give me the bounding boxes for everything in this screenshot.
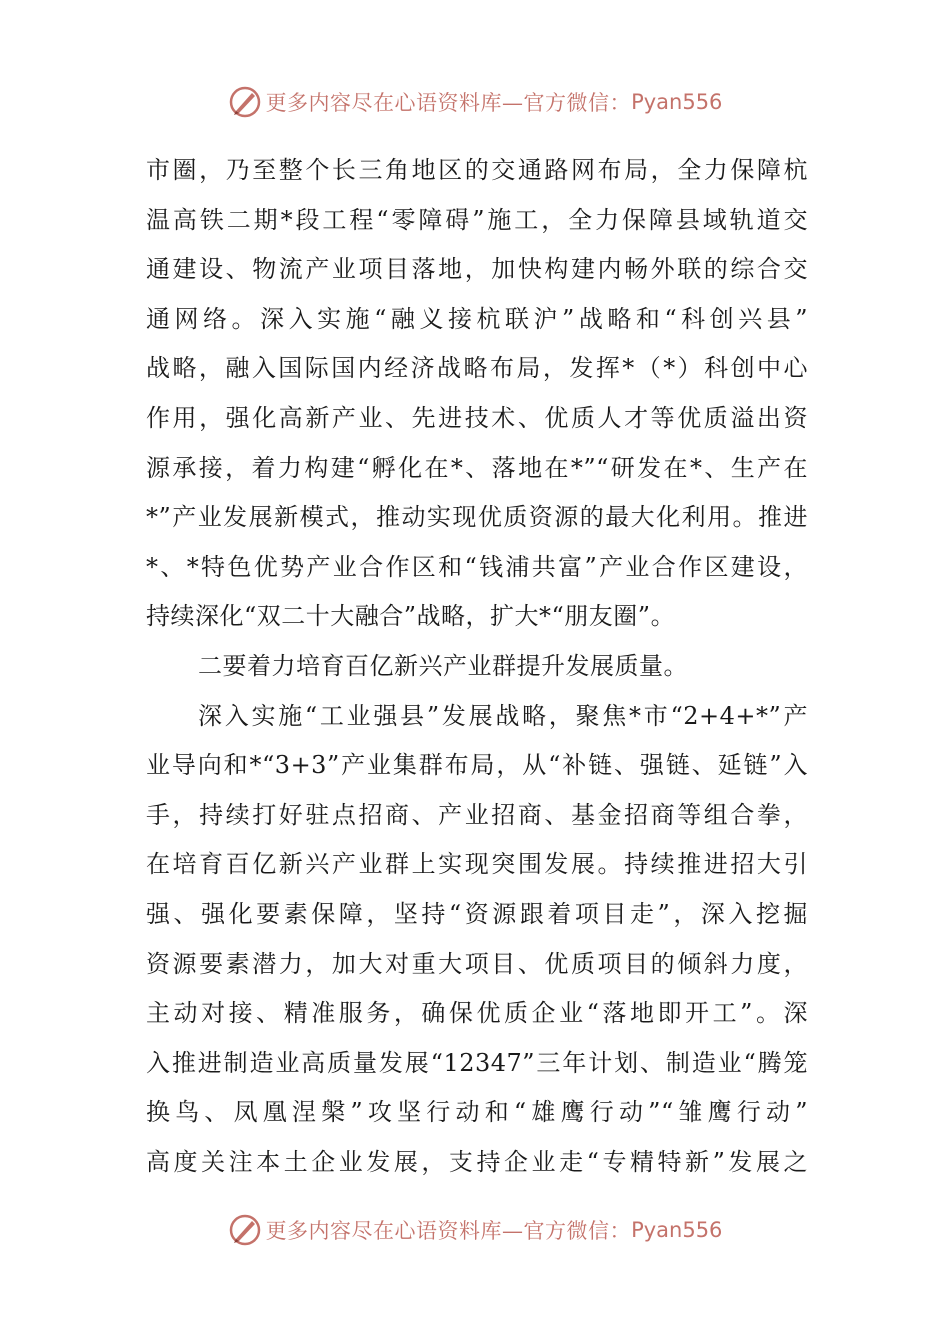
text-line: 强、强化要素保障，坚持“资源跟着项目走”，深入挖掘 (146, 899, 808, 928)
text-line: 通建设、物流产业项目落地，加快构建内畅外联的综合交 (146, 255, 808, 284)
text-line: 源承接，着力构建“孵化在*、落地在*”“研发在*、生产在 (146, 453, 808, 482)
header-banner-text: 更多内容尽在心语资料库—官方微信： (265, 91, 632, 115)
text-line: 高度关注本土企业发展，支持企业走“专精特新”发展之 (146, 1147, 808, 1176)
text-line: 作用，强化高新产业、先进技术、优质人才等优质溢出资 (146, 403, 808, 432)
pen-logo-icon (228, 1213, 262, 1247)
text-line: 战略，融入国际国内经济战略布局，发挥*（*）科创中心 (146, 354, 808, 383)
text-line: *”产业发展新模式，推动实现优质资源的最大化利用。推进 (146, 503, 808, 532)
header-banner (0, 80, 950, 124)
text-line: 温高铁二期*段工程“零障碍”施工，全力保障县域轨道交 (146, 205, 808, 234)
text-line: 入推进制造业高质量发展“12347”三年计划、制造业“腾笼 (146, 1048, 808, 1077)
text-line: *、*特色优势产业合作区和“钱浦共富”产业合作区建设， (146, 552, 808, 581)
text-line: 深入实施“工业强县”发展战略，聚焦*市“2+4+*”产 (198, 701, 808, 730)
text-line: 资源要素潜力，加大对重大项目、优质项目的倾斜力度， (146, 949, 808, 978)
text-line: 在培育百亿新兴产业群上实现突围发展。持续推进招大引 (146, 850, 808, 879)
text-line: 持续深化“双二十大融合”战略，扩大*“朋友圈”。 (146, 602, 676, 631)
text-line: 换鸟、凤凰涅槃”攻坚行动和“雄鹰行动”“雏鹰行动” (146, 1098, 808, 1127)
text-line: 通网络。深入实施“融义接杭联沪”战略和“科创兴县” (146, 304, 808, 333)
text-line: 主动对接、精准服务，确保优质企业“落地即开工”。深 (146, 999, 808, 1028)
footer-banner (0, 1208, 950, 1252)
text-line: 市圈，乃至整个长三角地区的交通路网布局，全力保障杭 (146, 156, 808, 184)
footer-banner-handle: Pyan556 (631, 1218, 723, 1242)
document-body (146, 146, 808, 1187)
text-line: 二要着力培育百亿新兴产业群提升发展质量。 (198, 651, 688, 680)
text-line: 手，持续打好驻点招商、产业招商、基金招商等组合拳， (146, 800, 808, 829)
pen-logo-icon (228, 85, 262, 119)
text-line: 业导向和*“3+3”产业集群布局，从“补链、强链、延链”入 (146, 751, 808, 780)
header-banner-handle: Pyan556 (631, 90, 723, 114)
footer-banner-text: 更多内容尽在心语资料库—官方微信： (265, 1219, 632, 1243)
